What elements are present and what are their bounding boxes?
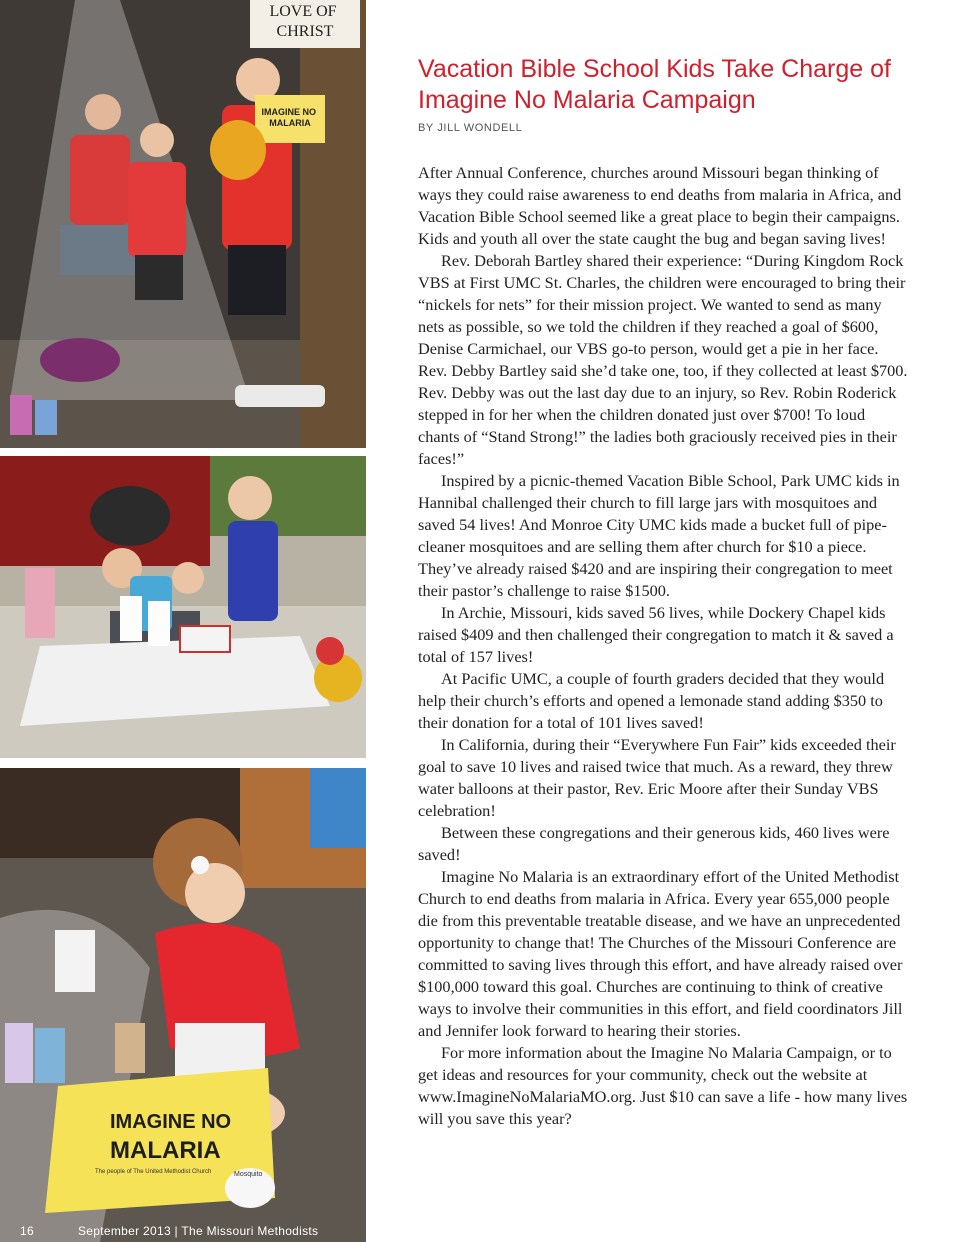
photo-lemonade-stand-illustration xyxy=(0,456,366,758)
publication-line: September 2013 | The Missouri Methodists xyxy=(78,1224,319,1238)
article-byline: BY JILL WONDELL xyxy=(418,122,523,134)
article-body xyxy=(418,162,910,1130)
photo1-sign: LOVE OF CHRIST xyxy=(269,3,337,40)
photo-toddler-with-sign-illustration xyxy=(0,768,366,1242)
photo3-sign-line2: MALARIA xyxy=(110,1137,221,1164)
photo-kids-with-mosquito-net xyxy=(0,0,366,448)
paragraph: In Archie, Missouri, kids saved 56 lives, while Dockery Chapel kids raised $409 and then challenged their congregation to match it & saved a total of 157 lives! xyxy=(418,603,894,666)
article xyxy=(418,54,910,1130)
page-number: 16 xyxy=(20,1224,34,1238)
paragraph: Imagine No Malaria is an extraordinary effort of the United Methodist Church to end deaths from malaria in Africa. Every year 655,000 people die from this preventable treatable disease, and we have an unprecedented opportunity to change that! The Churches of the Missouri Conference are committed to saving lives through this effort, and have already raised over $100,000 toward this goal. Churches are continuing to think of creative ways to involve their communities in this effort, and field coordinators Jill and Jennifer look forward to hearing their stories. xyxy=(418,867,903,1040)
paragraph: Between these congregations and their generous kids, 460 lives were saved! xyxy=(418,823,890,864)
photo-kids-with-mosquito-net-illustration xyxy=(0,0,366,448)
paragraph: For more information about the Imagine No Malaria Campaign, or to get ideas and resources for your community, check out the website at www.ImagineNoMalariaMO.org. Just $10 can save a life - how many lives will you save this year? xyxy=(418,1043,908,1128)
photo-column xyxy=(0,0,366,1242)
paragraph: Rev. Deborah Bartley shared their experience: “During Kingdom Rock VBS at First UMC St. Charles, the children were encouraged to bring their “nickels for nets” for their mission project. We wanted to send as many nets as possible, so we told the children if they reached a goal of $600, Denise Carmichael, our VBS go-to person, would get a pie in her face. Rev. Debby Bartley said she’d take one, too, if they collected at least $700. Rev. Debby was out the last day due to an injury, so Rev. Robin Roderick stepped in for her when the children donated just over $700! To loud chants of “Stand Strong!” the ladies both graciously received pies in their faces!” xyxy=(418,251,908,468)
photo-lemonade-stand xyxy=(0,456,366,758)
photo-toddler-with-sign xyxy=(0,768,366,1242)
photo3-sign-sub: The people of The United Methodist Church xyxy=(95,1169,212,1175)
photo1-card: IMAGINE NO MALARIA xyxy=(261,107,316,128)
photo3-sign-line1: IMAGINE NO xyxy=(110,1111,232,1133)
photo3-mosquito-label: Mosquito xyxy=(234,1171,263,1178)
article-headline: Vacation Bible School Kids Take Charge of Imagine No Malaria Campaign xyxy=(418,55,891,114)
paragraph: In California, during their “Everywhere Fun Fair” kids exceeded their goal to save 10 lives and raised twice that much. As a reward, they threw water balloons at their pastor, Rev. Eric Moore after their Sunday VBS celebration! xyxy=(418,735,896,820)
paragraph: At Pacific UMC, a couple of fourth graders decided that they would help their church’s efforts and opened a lemonade stand adding $350 to their donation for a total of 101 lives saved! xyxy=(418,669,885,732)
paragraph: After Annual Conference, churches around Missouri began thinking of ways they could raise awareness to end deaths from malaria in Africa, and Vacation Bible School seemed like a great place to begin their campaigns. Kids and youth all over the state caught the bug and began saving lives! xyxy=(418,163,902,248)
paragraph: Inspired by a picnic-themed Vacation Bible School, Park UMC kids in Hannibal challenged their church to fill large jars with mosquitoes and saved 54 lives! And Monroe City UMC kids made a bucket full of pipe-cleaner mosquitoes and are selling them after church for $10 a piece. They’ve already raised $420 and are inspiring their congregation to meet their pastor’s challenge to raise $1500. xyxy=(418,471,900,600)
